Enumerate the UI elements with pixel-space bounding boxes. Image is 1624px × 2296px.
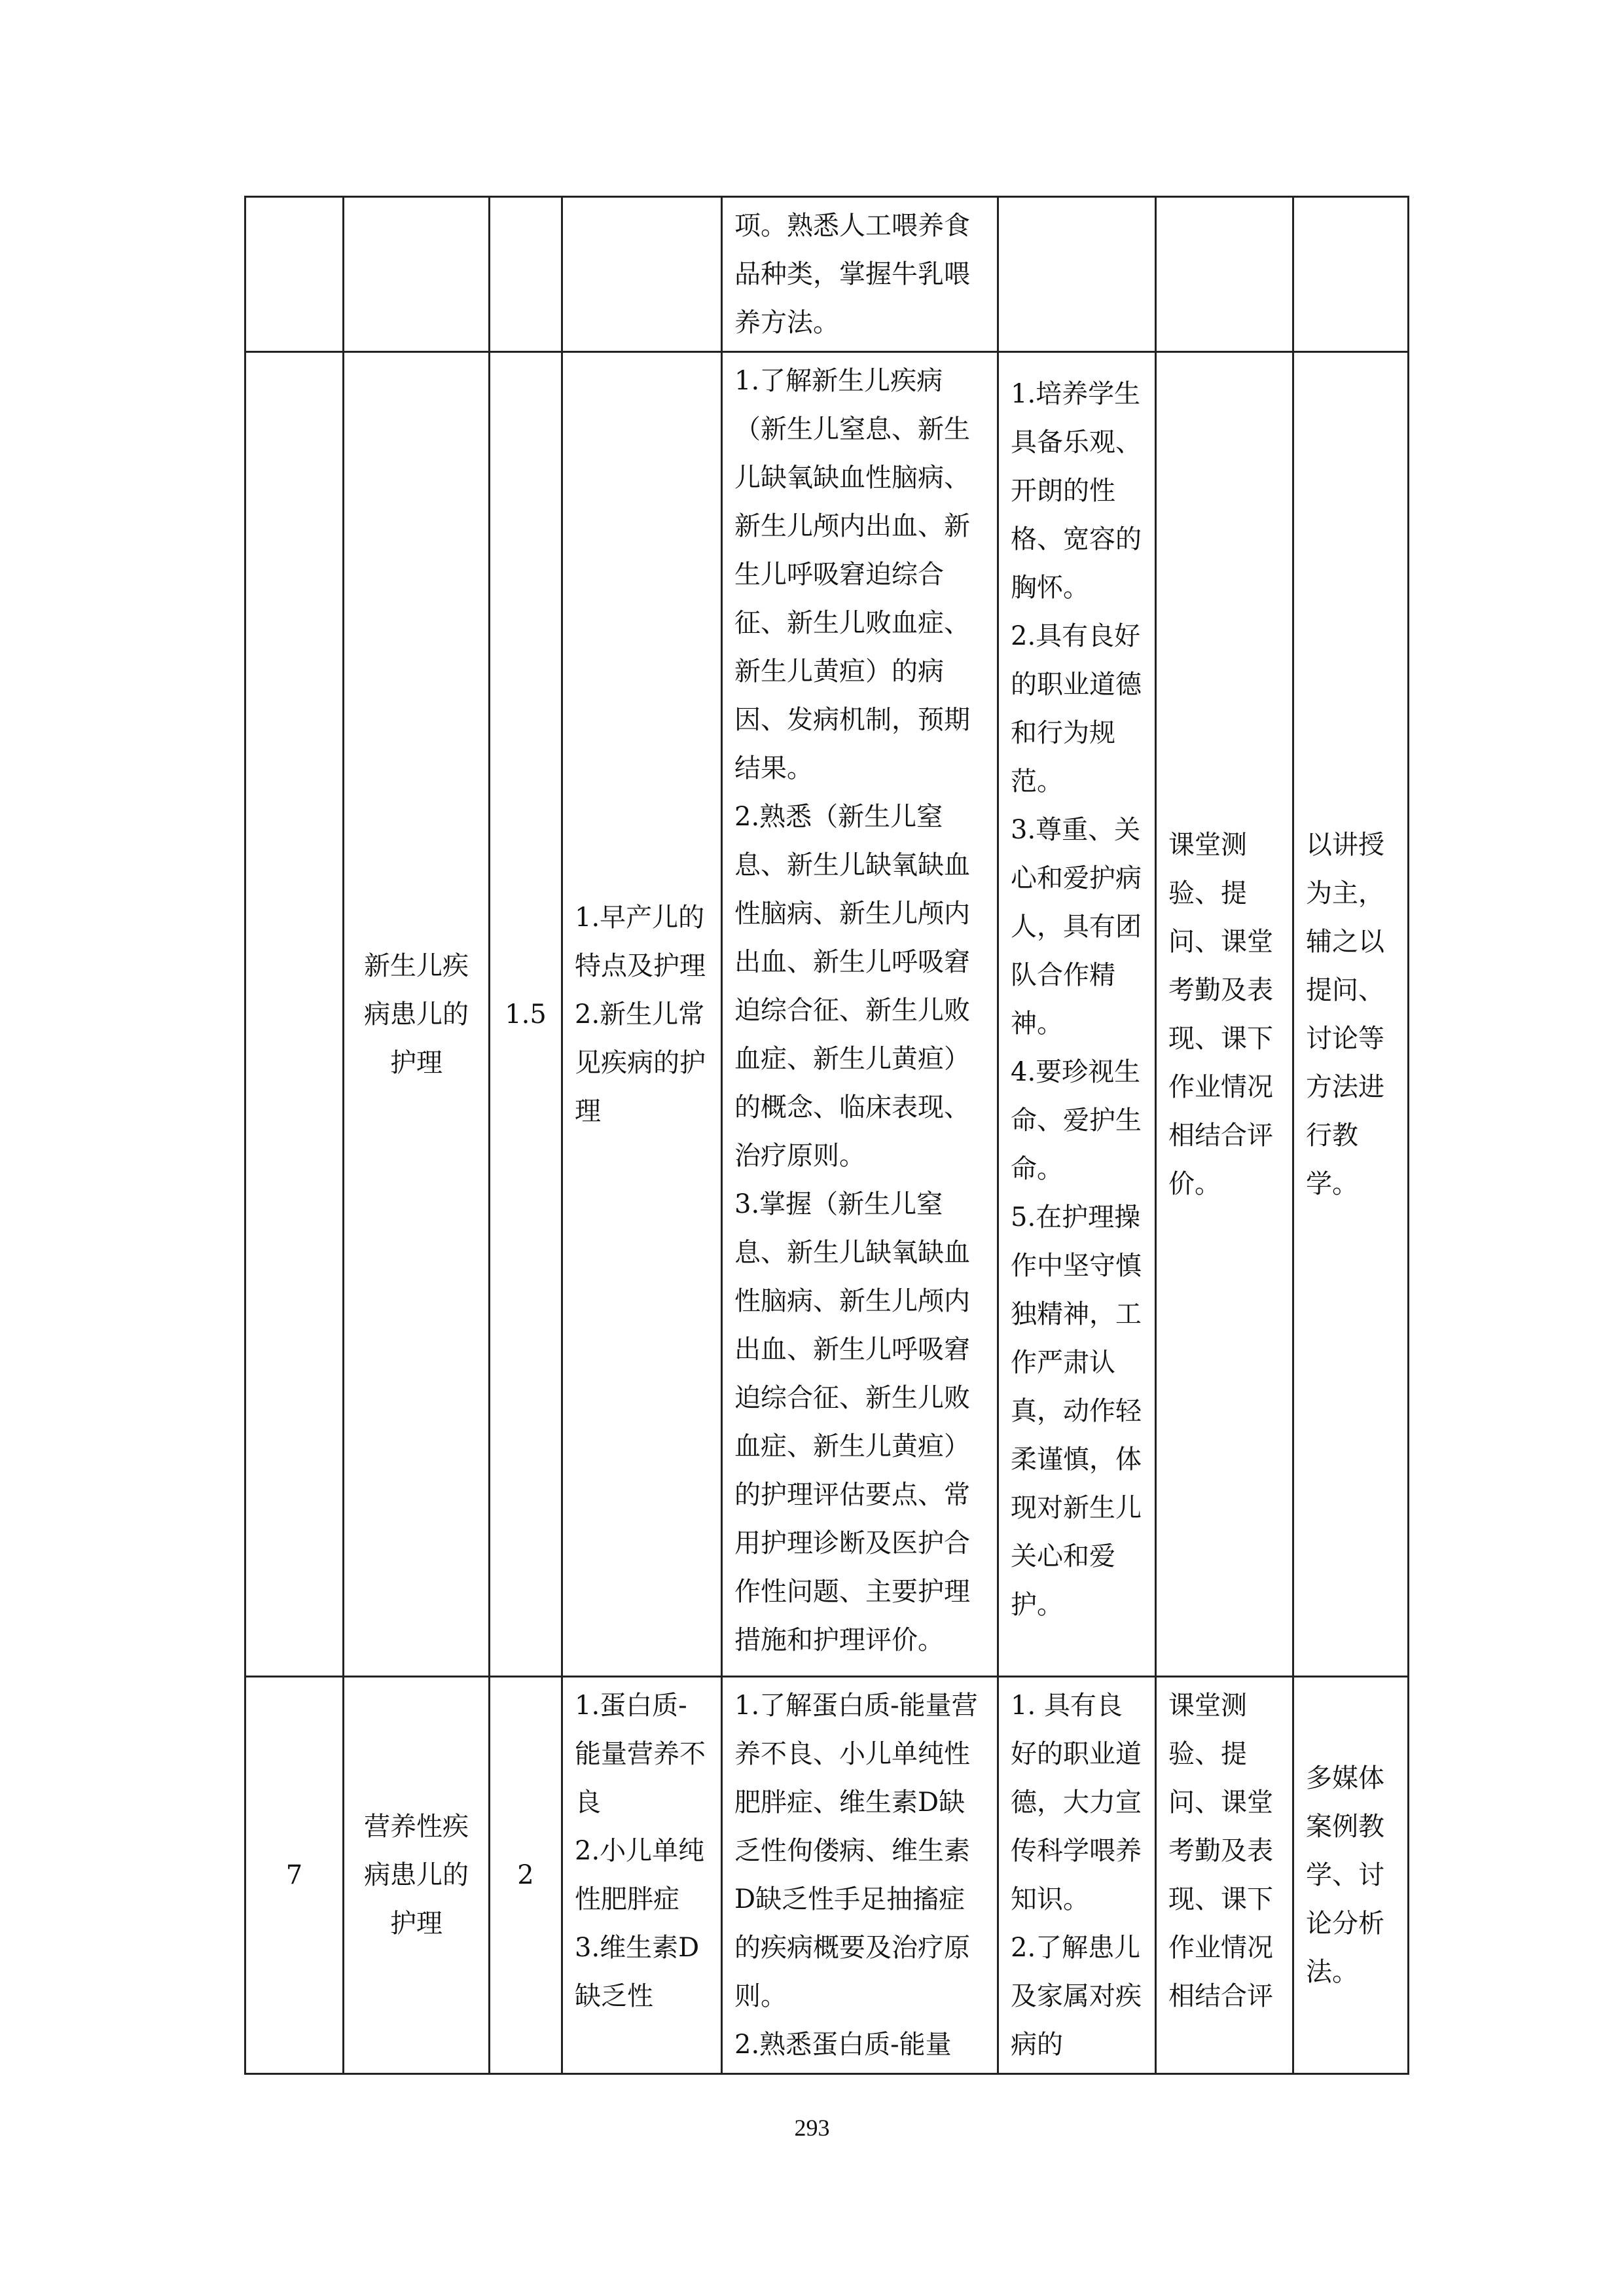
objectives-cell: 1.了解新生儿疾病（新生儿窒息、新生儿缺氧缺血性脑病、新生儿颅内出血、新生儿呼吸窘迫综合征、新生儿败血症、新生儿黄疸）的病因、发病机制，预期结果。 2.熟悉（新生儿窒息、新生儿缺氧缺血性脑病、新生儿颅内出血、新生儿呼吸窘迫综合征、新生儿败血症、新生儿黄疸）的概念、临床表现、治疗原则。 3.掌握（新生儿窒息、新生儿缺氧缺血性脑病、新生儿颅内出血、新生儿呼吸窘迫综合征、新生儿败血症、新生儿黄疸）的护理评估要点、常用护理诊断及医护合作性问题、主要护理措施和护理评价。 xyxy=(722,352,998,1677)
table-row xyxy=(245,352,1409,1677)
objectives-cell: 1.了解蛋白质-能量营养不良、小儿单纯性肥胖症、维生素D缺乏性佝偻病、维生素D缺乏性手足抽搐症的疾病概要及治疗原则。 2.熟悉蛋白质-能量 xyxy=(722,1677,998,2074)
table-row xyxy=(245,1677,1409,2074)
hours-cell: 1.5 xyxy=(490,352,562,1677)
objectives-cell: 项。熟悉人工喂养食品种类，掌握牛乳喂养方法。 xyxy=(722,197,998,352)
module-cell xyxy=(344,197,490,352)
table-row xyxy=(245,197,1409,352)
method-cell: 多媒体案例教学、讨论分析法。 xyxy=(1293,1677,1409,2074)
page-number: 293 xyxy=(794,2115,830,2141)
no-cell: 7 xyxy=(245,1677,344,2074)
content-cell xyxy=(562,197,722,352)
hours-cell: 2 xyxy=(490,1677,562,2074)
hours-cell xyxy=(490,197,562,352)
content-cell: 1.蛋白质-能量营养不良 2.小儿单纯性肥胖症 3.维生素D缺乏性 xyxy=(562,1677,722,2074)
method-cell: 以讲授为主，辅之以提问、讨论等方法进行教学。 xyxy=(1293,352,1409,1677)
ideology-cell xyxy=(998,197,1156,352)
course-table xyxy=(244,196,1409,2075)
method-cell xyxy=(1293,197,1409,352)
assessment-cell xyxy=(1156,197,1293,352)
module-cell: 新生儿疾病患儿的护理 xyxy=(344,352,490,1677)
assessment-cell: 课堂测验、提问、课堂考勤及表现、课下作业情况相结合评 xyxy=(1156,1677,1293,2074)
assessment-cell: 课堂测验、提问、课堂考勤及表现、课下作业情况相结合评价。 xyxy=(1156,352,1293,1677)
no-cell xyxy=(245,197,344,352)
no-cell xyxy=(245,352,344,1677)
content-cell: 1.早产儿的特点及护理 2.新生儿常见疾病的护理 xyxy=(562,352,722,1677)
ideology-cell: 1.培养学生具备乐观、开朗的性格、宽容的胸怀。 2.具有良好的职业道德和行为规范。 3.尊重、关心和爱护病人，具有团队合作精神。 4.要珍视生命、爱护生命。 5.在护理操作中坚守慎独精神，工作严肃认真，动作轻柔谨慎，体现对新生儿关心和爱护。 xyxy=(998,352,1156,1677)
module-cell: 营养性疾病患儿的护理 xyxy=(344,1677,490,2074)
ideology-cell: 1. 具有良好的职业道德，大力宣传科学喂养知识。 2.了解患儿及家属对疾病的 xyxy=(998,1677,1156,2074)
